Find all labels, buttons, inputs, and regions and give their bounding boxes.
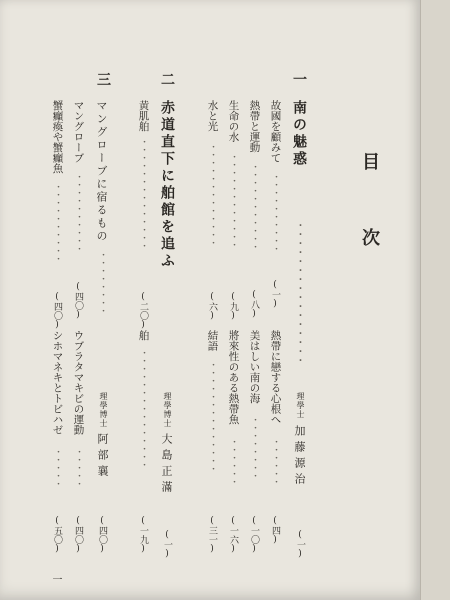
entry-1-7-leader: ・・・・・・ bbox=[228, 437, 238, 485]
entry-2-1-label: 黄肌舶 bbox=[137, 100, 150, 132]
entry-1-6-label: 美はしい南の海 bbox=[248, 330, 261, 404]
entry-3-1-label: マングローブ bbox=[72, 100, 85, 163]
entry-3-3-label: 蟹癲瘓や蟹癲魚 bbox=[51, 100, 64, 174]
toc-title-char-2: 次 bbox=[359, 228, 380, 246]
toc-title-char-1: 目 bbox=[359, 152, 380, 170]
entry-2-1-leader: ・・・・・・・・・・・・・・ bbox=[138, 137, 148, 249]
entry-1-1-label: 故國を顧みて bbox=[269, 100, 282, 163]
section-1-author: 加藤源治 bbox=[293, 425, 306, 489]
entry-1-2-page: (八) bbox=[249, 290, 259, 319]
entry-3-2-leader: ・・・・・ bbox=[73, 447, 83, 487]
section-1-page: (一) bbox=[295, 530, 305, 559]
section-3-author-title: 理學博士 bbox=[99, 392, 108, 428]
entry-1-1-page: (一) bbox=[270, 280, 280, 309]
entry-1-5-page: (四) bbox=[270, 516, 280, 545]
section-2-author-title: 理學博士 bbox=[163, 392, 172, 428]
entry-1-7-label: 將來性のある熱帶魚 bbox=[227, 330, 240, 425]
entry-1-3-label: 生命の水 bbox=[227, 100, 240, 142]
entry-3-3-leader: ・・・・・・・・・・ bbox=[52, 182, 62, 262]
entry-1-5-leader: ・・・・・・ bbox=[270, 437, 280, 485]
entry-1-7-page: (一六) bbox=[228, 516, 238, 554]
section-3-author: 阿部襄 bbox=[96, 433, 109, 481]
entry-1-8-leader: ・・・・・・・・・・・・・・ bbox=[207, 360, 217, 472]
entry-1-6-leader: ・・・・・・・・ bbox=[249, 415, 259, 479]
entry-1-2-label: 熱帶と運動 bbox=[248, 100, 261, 153]
entry-2-2-page: (一九) bbox=[138, 516, 148, 554]
section-1-author-title: 理學士 bbox=[296, 392, 305, 419]
entry-3-2-label: ウブラタマキビの運動 bbox=[72, 330, 85, 435]
entry-1-2-leader: ・・・・・・・・・・・ bbox=[249, 162, 259, 250]
entry-1-4-page: (六) bbox=[207, 292, 217, 321]
section-2-page: (一) bbox=[162, 530, 172, 559]
entry-3-4-label: シホマネキとトビハゼ bbox=[51, 330, 64, 435]
entry-3-4-page: (五〇) bbox=[52, 516, 62, 554]
entry-1-3-page: (九) bbox=[228, 292, 238, 321]
entry-2-2-label: 舶 bbox=[137, 330, 150, 341]
section-2-author: 大島正滿 bbox=[160, 433, 173, 497]
section-1-number: 一 bbox=[291, 72, 307, 86]
section-2-title: 赤道直下に舶館を追ふ bbox=[159, 100, 175, 270]
entry-1-8-label: 結語 bbox=[206, 330, 219, 351]
section-1-title: 南の魅惑 bbox=[291, 100, 307, 168]
entry-2-1-page: (二〇) bbox=[138, 292, 148, 330]
entry-1-3-leader: ・・・・・・・・・・・・ bbox=[228, 152, 238, 248]
section-3-page: (四〇) bbox=[97, 516, 107, 554]
page-folio: 一 bbox=[50, 574, 61, 584]
entry-3-3-page: (四〇) bbox=[52, 292, 62, 330]
entry-1-4-label: 水と光 bbox=[206, 100, 219, 132]
section-3-title: マングローブに宿るもの bbox=[95, 100, 108, 243]
entry-1-4-leader: ・・・・・・・・・・・・・ bbox=[207, 142, 217, 246]
entry-3-1-leader: ・・・・・・・・・・ bbox=[73, 172, 83, 252]
entry-2-2-leader: ・・・・・・・・・・・・・・・ bbox=[138, 348, 148, 468]
section-2-number: 二 bbox=[159, 72, 175, 86]
adjacent-page-edge bbox=[420, 0, 450, 600]
entry-3-1-page: (四〇) bbox=[73, 282, 83, 320]
section-3-number: 三 bbox=[95, 72, 111, 86]
entry-1-8-page: (三一) bbox=[207, 516, 217, 554]
section-3-leader: ・・・・・・・・ bbox=[97, 250, 107, 314]
entry-1-5-label: 熱帶に戀する心根へ bbox=[269, 330, 282, 425]
entry-3-4-leader: ・・・・・ bbox=[52, 447, 62, 487]
entry-1-6-page: (一〇) bbox=[249, 516, 259, 554]
section-1-leader: ・・・・・・・・・・・・・・・・ bbox=[293, 220, 304, 364]
entry-1-1-leader: ・・・・・・・・・・ bbox=[270, 172, 280, 252]
entry-3-2-page: (四〇) bbox=[73, 516, 83, 554]
